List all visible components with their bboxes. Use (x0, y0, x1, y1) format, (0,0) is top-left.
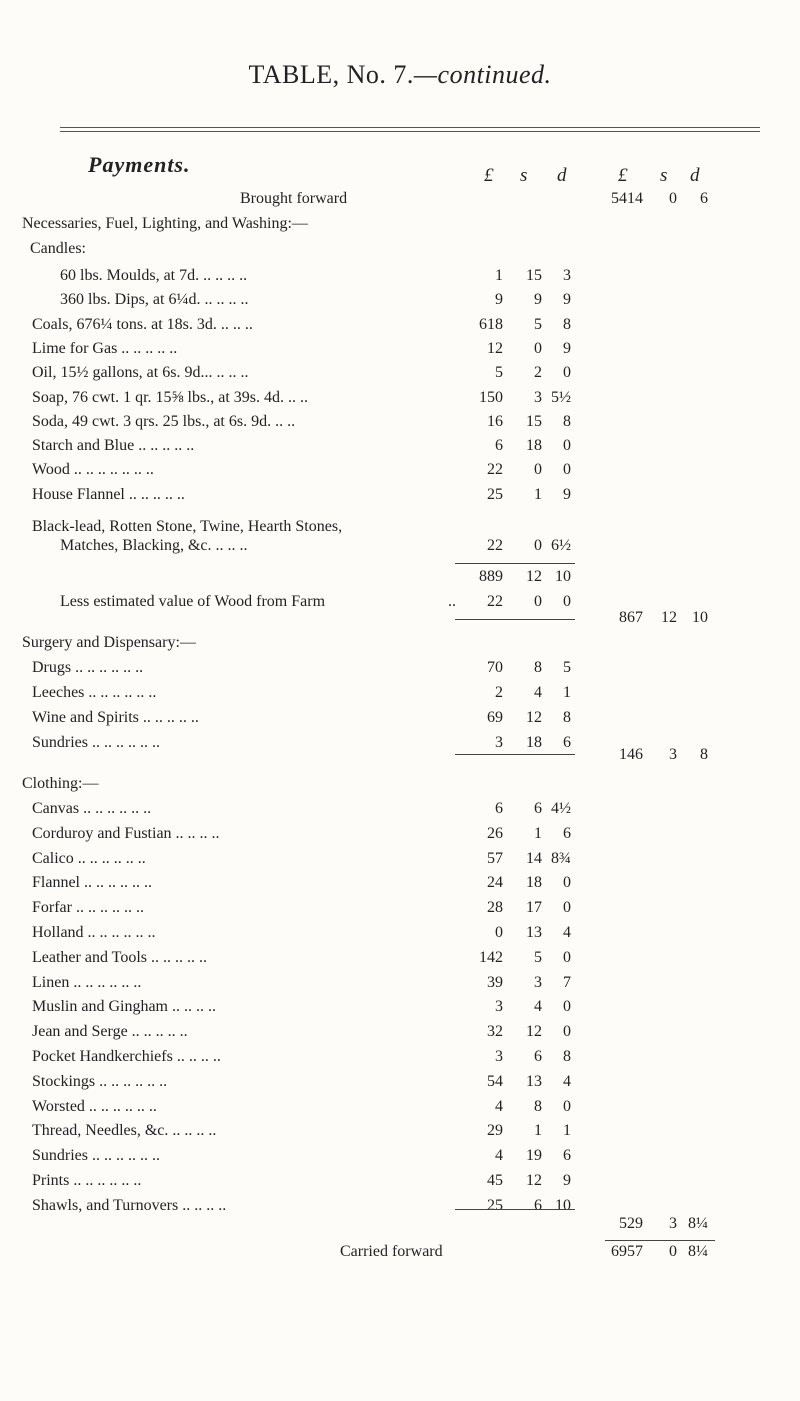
shillings-value: 3 (669, 1215, 677, 1232)
item-label: Worsted .. .. .. .. .. .. (32, 1097, 157, 1115)
item-label: Soap, 76 cwt. 1 qr. 15⅝ lbs., at 39s. 4d. .. .. (32, 388, 308, 406)
header-d-2: d (690, 165, 700, 186)
pounds-value: 6957 (611, 1243, 643, 1260)
pence-value: 6 (700, 190, 708, 207)
shillings-value: 0 (534, 593, 542, 610)
blacklead-line2: Matches, Blacking, &c. .. .. .. (60, 537, 248, 554)
shillings-value: 13 (526, 924, 542, 941)
shillings-value: 3 (534, 388, 542, 406)
pounds-value: 69 (487, 709, 503, 726)
pence-value: 8 (563, 412, 571, 430)
section-necessaries: Necessaries, Fuel, Lighting, and Washing:— (22, 215, 308, 232)
shillings-value: 8 (534, 659, 542, 676)
shillings-value: 6 (534, 1048, 542, 1065)
shillings-value: 0 (669, 1243, 677, 1260)
item-label: Wine and Spirits .. .. .. .. .. (32, 709, 199, 726)
shillings-value: 4 (534, 998, 542, 1016)
pence-value: 0 (563, 948, 571, 966)
item-label: Muslin and Gingham .. .. .. .. (32, 998, 216, 1016)
item-label: Coals, 676¼ tons. at 18s. 3d. .. .. .. (32, 315, 253, 333)
sum-rule (455, 754, 575, 755)
pounds-value: 3 (495, 734, 503, 751)
pounds-value: 45 (487, 1172, 503, 1189)
shillings-value: 5 (534, 315, 542, 333)
pence-value: 0 (563, 461, 571, 479)
shillings-value: 0 (534, 461, 542, 479)
pounds-value: 3 (495, 998, 503, 1016)
pence-value: 0 (563, 1097, 571, 1115)
pounds-value: 25 (487, 1196, 503, 1214)
pounds-value: 5 (495, 364, 503, 382)
less-dots: .. (448, 593, 456, 610)
pounds-value: 4 (495, 1147, 503, 1165)
pence-value: 8¾ (551, 849, 571, 867)
pence-value: 4 (563, 924, 571, 941)
header-s-1: s (520, 165, 528, 186)
shillings-value: 12 (526, 1172, 542, 1189)
item-label: 60 lbs. Moulds, at 7d. .. .. .. .. (60, 267, 248, 284)
shillings-value: 6 (534, 800, 542, 817)
item-label: Stockings .. .. .. .. .. .. (32, 1072, 168, 1090)
pence-value: 6 (563, 1147, 571, 1165)
item-label: Leeches .. .. .. .. .. .. (32, 684, 157, 701)
item-label: Forfar .. .. .. .. .. .. (32, 899, 144, 917)
pounds-value: 25 (487, 485, 503, 503)
pounds-value: 9 (495, 291, 503, 309)
blacklead-line1: Black-lead, Rotten Stone, Twine, Hearth Stones, (32, 518, 343, 535)
pence-value: 8 (563, 315, 571, 333)
pence-value: 8 (563, 709, 571, 726)
shillings-value: 1 (534, 1122, 542, 1140)
shillings-value: 15 (526, 412, 542, 430)
carried-forward-label: Carried forward (340, 1243, 443, 1260)
pounds-value: 529 (619, 1215, 643, 1232)
pounds-value: 70 (487, 659, 503, 676)
candles-label: Candles: (30, 240, 86, 257)
page-title: TABLE, No. 7.—continued. (248, 60, 552, 89)
shillings-value: 19 (526, 1147, 542, 1165)
item-label: Soda, 49 cwt. 3 qrs. 25 lbs., at 6s. 9d. .. .. (32, 412, 296, 430)
item-label: Holland .. .. .. .. .. .. (32, 924, 156, 941)
shillings-value: 6 (534, 1196, 542, 1214)
pounds-value: 146 (619, 746, 643, 763)
pence-value: 6 (563, 824, 571, 842)
pounds-value: 28 (487, 899, 503, 917)
pence-value: 4 (563, 1072, 571, 1090)
shillings-value: 14 (526, 849, 542, 867)
pence-value: 10 (555, 568, 571, 585)
pence-value: 5½ (551, 388, 571, 406)
pence-value: 0 (563, 593, 571, 610)
pounds-value: 4 (495, 1097, 503, 1115)
pence-value: 8¼ (688, 1215, 708, 1232)
item-label: Canvas .. .. .. .. .. .. (32, 800, 152, 817)
pence-value: 10 (692, 609, 708, 626)
shillings-value: 18 (526, 437, 542, 455)
shillings-value: 13 (526, 1072, 542, 1090)
shillings-value: 8 (534, 1097, 542, 1115)
section-surgery: Surgery and Dispensary:— (22, 634, 196, 651)
pounds-value: 1 (495, 267, 503, 284)
pounds-value: 867 (619, 609, 643, 626)
item-label: Jean and Serge .. .. .. .. .. (32, 1023, 188, 1041)
pounds-value: 39 (487, 973, 503, 991)
sum-rule (605, 1240, 715, 1241)
item-label: Calico .. .. .. .. .. .. (32, 849, 146, 867)
pence-value: 9 (563, 339, 571, 357)
shillings-value: 0 (534, 339, 542, 357)
item-label: Oil, 15½ gallons, at 6s. 9d... .. .. .. (32, 364, 249, 382)
pounds-value: 26 (487, 824, 503, 842)
pounds-value: 54 (487, 1072, 503, 1090)
pence-value: 0 (563, 874, 571, 892)
shillings-value: 12 (526, 568, 542, 585)
sum-rule (455, 619, 575, 620)
pence-value: 10 (555, 1196, 571, 1214)
shillings-value: 3 (669, 746, 677, 763)
item-label: 360 lbs. Dips, at 6¼d. .. .. .. .. (60, 291, 249, 309)
title-rule (60, 127, 760, 128)
item-label: Linen .. .. .. .. .. .. (32, 973, 142, 991)
pence-value: 8¼ (688, 1243, 708, 1260)
shillings-value: 17 (526, 899, 542, 917)
pence-value: 5 (563, 659, 571, 676)
pounds-value: 22 (487, 537, 503, 554)
item-label: Thread, Needles, &c. .. .. .. .. (32, 1122, 217, 1140)
less-label: Less estimated value of Wood from Farm (60, 593, 326, 610)
pence-value: 9 (563, 291, 571, 309)
pounds-value: 6 (495, 437, 503, 455)
section-heading: Payments. (88, 152, 191, 177)
brought-forward-label: Brought forward (240, 190, 348, 207)
shillings-value: 2 (534, 364, 542, 382)
item-label: Pocket Handkerchiefs .. .. .. .. (32, 1048, 221, 1065)
shillings-value: 18 (526, 734, 542, 751)
pounds-value: 2 (495, 684, 503, 701)
item-label: Wood .. .. .. .. .. .. .. (32, 461, 154, 479)
pence-value: 6 (563, 734, 571, 751)
pounds-value: 5414 (611, 190, 643, 207)
shillings-value: 18 (526, 874, 542, 892)
pounds-value: 150 (479, 388, 503, 406)
shillings-value: 15 (526, 267, 542, 284)
item-label: Leather and Tools .. .. .. .. .. (32, 948, 207, 966)
pounds-value: 3 (495, 1048, 503, 1065)
pence-value: 0 (563, 364, 571, 382)
title-rule-2 (60, 131, 760, 132)
item-label: Prints .. .. .. .. .. .. (32, 1172, 142, 1189)
pence-value: 9 (563, 485, 571, 503)
pounds-value: 16 (487, 412, 503, 430)
pounds-value: 57 (487, 849, 503, 867)
shillings-value: 9 (534, 291, 542, 309)
section-clothing: Clothing:— (22, 775, 99, 792)
pounds-value: 142 (479, 948, 503, 966)
pence-value: 4½ (551, 800, 571, 817)
pence-value: 7 (563, 973, 571, 991)
pounds-value: 22 (487, 461, 503, 479)
header-d-1: d (557, 165, 567, 186)
item-label: Starch and Blue .. .. .. .. .. (32, 437, 195, 455)
pence-value: 0 (563, 437, 571, 455)
pounds-value: 22 (487, 593, 503, 610)
pounds-value: 29 (487, 1122, 503, 1140)
item-label: Sundries .. .. .. .. .. .. (32, 1147, 160, 1165)
shillings-value: 3 (534, 973, 542, 991)
pence-value: 0 (563, 1023, 571, 1041)
pence-value: 3 (563, 267, 571, 284)
item-label: House Flannel .. .. .. .. .. (32, 485, 185, 503)
shillings-value: 12 (526, 709, 542, 726)
shillings-value: 12 (526, 1023, 542, 1041)
item-label: Lime for Gas .. .. .. .. .. (32, 339, 178, 357)
pounds-value: 618 (479, 315, 503, 333)
shillings-value: 0 (534, 537, 542, 554)
pence-value: 8 (700, 746, 708, 763)
pounds-value: 32 (487, 1023, 503, 1041)
item-label: Corduroy and Fustian .. .. .. .. (32, 824, 220, 842)
shillings-value: 12 (661, 609, 677, 626)
item-label: Drugs .. .. .. .. .. .. (32, 659, 144, 676)
shillings-value: 5 (534, 948, 542, 966)
item-label: Shawls, and Turnovers .. .. .. .. (32, 1196, 227, 1214)
pence-value: 8 (563, 1048, 571, 1065)
pence-value: 9 (563, 1172, 571, 1189)
pounds-value: 889 (479, 568, 503, 585)
pence-value: 0 (563, 899, 571, 917)
shillings-value: 0 (669, 190, 677, 207)
pence-value: 1 (563, 684, 571, 701)
shillings-value: 4 (534, 684, 542, 701)
shillings-value: 1 (534, 485, 542, 503)
header-s-2: s (660, 165, 668, 186)
pounds-value: 6 (495, 800, 503, 817)
item-label: Flannel .. .. .. .. .. .. (32, 874, 152, 892)
pence-value: 6½ (551, 537, 571, 554)
header-pound-1: £ (484, 165, 494, 186)
header-pound-2: £ (618, 165, 628, 186)
pence-value: 1 (563, 1122, 571, 1140)
pounds-value: 0 (495, 924, 503, 941)
pounds-value: 12 (487, 339, 503, 357)
pounds-value: 24 (487, 874, 503, 892)
pence-value: 0 (563, 998, 571, 1016)
shillings-value: 1 (534, 824, 542, 842)
item-label: Sundries .. .. .. .. .. .. (32, 734, 160, 751)
sum-rule (455, 563, 575, 564)
sum-rule (455, 1209, 575, 1210)
